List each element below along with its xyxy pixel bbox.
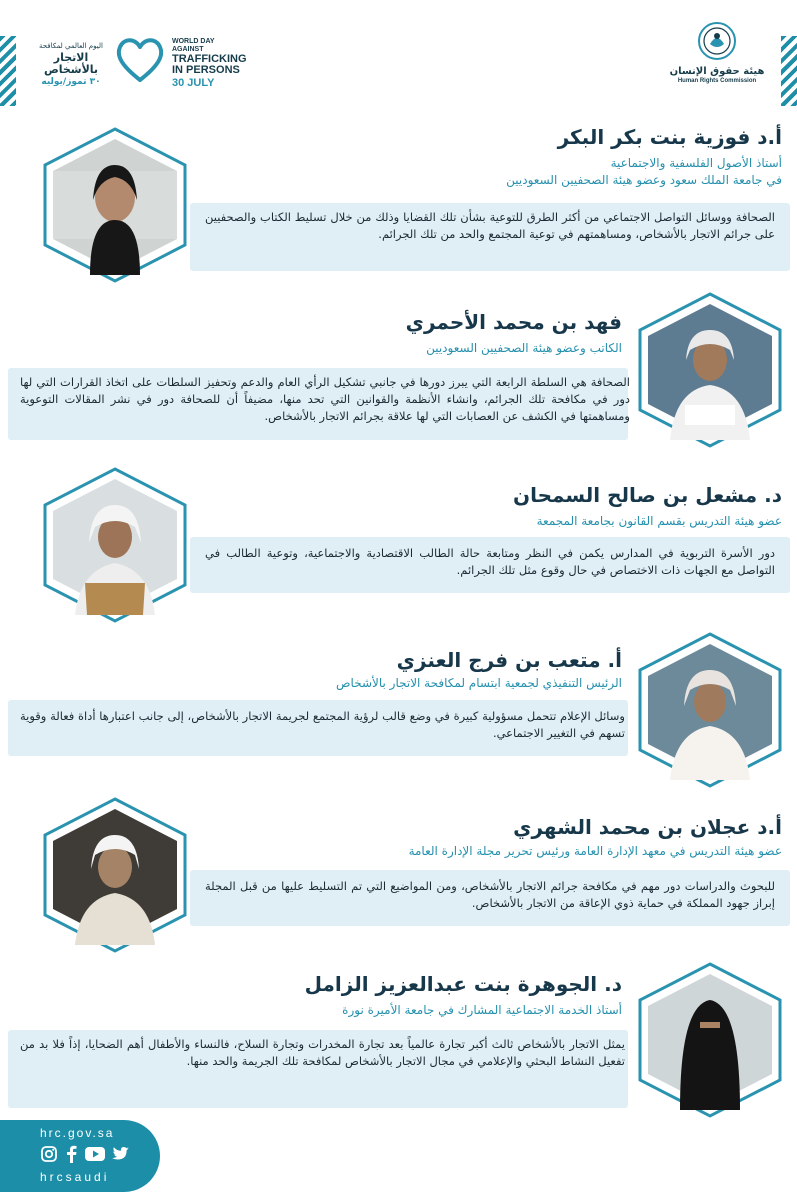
profile-name: فهد بن محمد الأحمري [405,310,622,334]
profile-photo [35,125,195,285]
website-link[interactable]: hrc.gov.sa [40,1126,115,1140]
profile-name: أ.د عجلان بن محمد الشهري [513,815,782,839]
profile-quote: دور الأسرة التربوية في المدارس يكمن في النظر ومتابعة حالة الطالب الاقتصادية والاجتماعية، وتوعية الطالب في التواصل مع الجهات ذات الاختصاص في حال وقوع مثل تلك الجرائم. [205,546,775,577]
profile-quote: للبحوث والدراسات دور مهم في مكافحة جرائم الاتجار بالأشخاص، ومن المواضيع التي تم التسليط عليها من قبل المجلة إبراز جهود المملكة في حماية ذوي الإعاقة من الاتجار بالأشخاص. [205,879,775,910]
world-day-ar-line3: ٣٠ تموز/يوليه [41,77,101,87]
decorative-stripes-left [0,36,16,106]
profile-card [0,630,797,790]
footer-contact [0,1120,160,1192]
profile-photo [630,630,790,790]
world-day-english [172,38,247,89]
heart-icon [114,34,166,84]
profile-title: أستاذ الخدمة الاجتماعية المشارك في جامعة الأميرة نورة [342,1003,622,1017]
profile-title: عضو هيئة التدريس بقسم القانون بجامعة المجمعة [536,514,782,528]
twitter-icon[interactable] [112,1146,130,1162]
profile-title: أستاذ الأصول الفلسفية والاجتماعية [610,156,782,170]
hrc-name-english: Human Rights Commission [677,78,757,84]
profile-quote: يمثل الاتجار بالأشخاص ثالث أكبر تجارة عالمياً بعد تجارة المخدرات وتجارة السلاح، فالنساء والأطفال أهم الضحايا، إذاً فلا بد من تفعيل النشاط البحثي والإعلامي في مجال الاتجار بالأشخاص لمكافحة تلك الجريمة والحد منها. [20,1037,625,1068]
profile-name: د. مشعل بن صالح السمحان [513,483,782,507]
hrc-emblem-icon [696,20,738,62]
hrc-logo [667,20,767,95]
profile-card [0,290,797,450]
profile-name: أ. متعب بن فرج العنزي [396,648,622,672]
world-day-en-line3: IN PERSONS [172,64,240,76]
profile-quote: الصحافة ووسائل التواصل الاجتماعي من أكثر الطرق للتوعية بشأن تلك القضايا وذلك من خلال تسليط الكتاب والصحفيين على جرائم الاتجار بالأشخاص، ومساهمتهم في توعية المجتمع والحد من تلك الجرائم. [205,210,775,241]
profile-quote: وسائل الإعلام تتحمل مسؤولية كبيرة في وضع قالب لرؤية المجتمع لجريمة الاتجار بالأشخاص، إلى جانب اعتبارها أداة فعالة وقوية تسهم في التغيير الاجتماعي. [20,709,625,740]
profile-title: عضو هيئة التدريس في معهد الإدارة العامة ورئيس تحرير مجلة الإدارة العامة [408,844,782,858]
world-day-logo [26,30,247,89]
profile-photo [630,960,790,1120]
youtube-icon[interactable] [84,1146,106,1162]
profile-card [0,465,797,625]
profile-card [0,960,797,1125]
world-day-en-date: 30 JULY [172,77,215,89]
social-icons [40,1145,130,1163]
profile-name: أ.د فوزية بنت بكر البكر [557,125,782,149]
world-day-ar-line2: الاتجار بالأشخاص [43,51,99,76]
profile-card [0,795,797,955]
facebook-icon[interactable] [64,1145,78,1163]
decorative-stripes-right [781,36,797,106]
instagram-icon[interactable] [40,1145,58,1163]
profile-title: الرئيس التنفيذي لجمعية ابتسام لمكافحة الاتجار بالأشخاص [336,676,622,690]
profile-photo [630,290,790,450]
world-day-ar-line1: اليوم العالمي لمكافحة [39,42,103,50]
social-handle[interactable]: hrcsaudi [40,1170,110,1184]
profile-card [0,125,797,285]
world-day-arabic [26,40,116,88]
profile-title: الكاتب وعضو هيئة الصحفيين السعوديين [426,341,622,355]
profile-name: د. الجوهرة بنت عبدالعزيز الزامل [304,972,622,996]
hrc-name-arabic: هيئة حقوق الإنسان [669,66,765,77]
profile-title-cont: في جامعة الملك سعود وعضو هيئة الصحفيين السعوديين [506,173,782,187]
world-day-en-line2: TRAFFICKING [172,53,247,65]
profile-quote: الصحافة هي السلطة الرابعة التي يبرز دورها في جانبي تشكيل الرأي العام والدعم وتحفيز السلطات على اتخاذ القرارات التي لها دور في مكافحة تلك الجرائم، وانشاء الأنظمة والقوانين التي تحد منها، مضيفاً أن للصحافة دور في نشر المقالات التوعوية ومساهمتها في الكشف عن العصابات التي لها علاقة بجرائم الاتجار بالأشخاص. [20,375,630,423]
world-day-en-line1: WORLD DAY AGAINST [172,38,215,53]
profile-photo [35,795,195,955]
profile-photo [35,465,195,625]
